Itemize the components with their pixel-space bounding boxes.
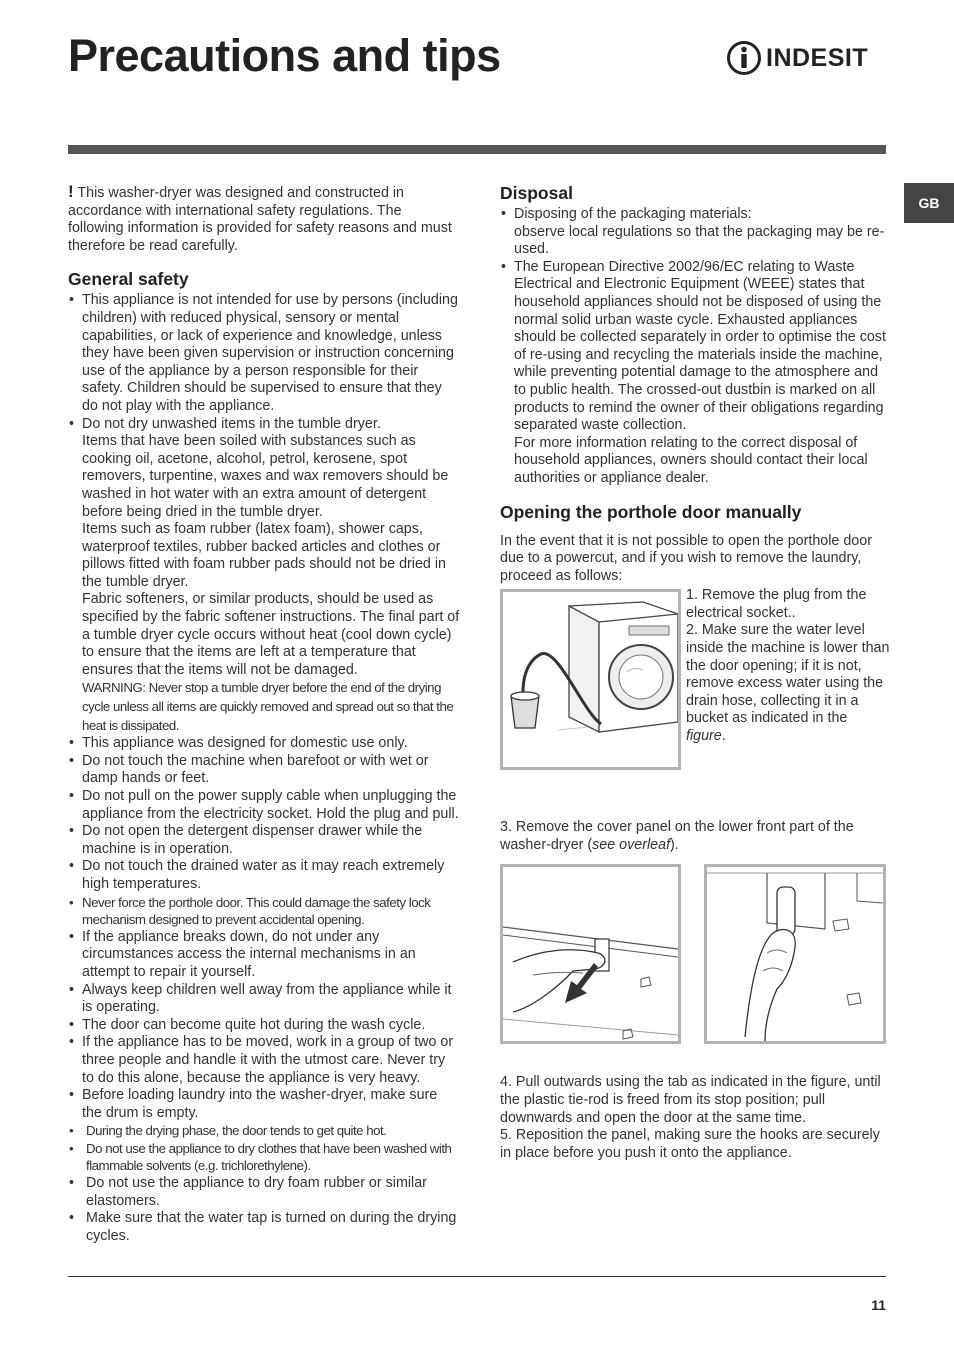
step-1-2-block xyxy=(500,587,892,771)
drain-hose-figure xyxy=(500,589,681,770)
list-item: • Disposing of the packaging materials: observe local regulations so that the packaging may be re-used. xyxy=(500,206,892,259)
warning-mark: ! xyxy=(68,182,74,201)
list-item: • Do not use the appliance to dry clothes that have been washed with flammable solvents (e.g. trichlorethylene). xyxy=(68,1140,460,1175)
list-item: • Make sure that the water tap is turned on during the drying cycles. xyxy=(68,1210,460,1245)
step-4: 4. Pull outwards using the tab as indicated in the figure, until the plastic tie-rod is freed from its stop position; pull downwards and open the door at the same time. xyxy=(500,1074,881,1126)
list-item: • Do not touch the drained water as it may reach extremely high temperatures. xyxy=(68,858,460,893)
header-rule xyxy=(68,145,886,154)
panel-pull-illustration xyxy=(503,867,678,1041)
step-3: 3. Remove the cover panel on the lower front part of the washer-dryer (see overleaf). xyxy=(500,819,854,853)
general-safety-heading: General safety xyxy=(68,269,189,290)
list-item: • Never force the porthole door. This could damage the safety lock mechanism designed to prevent accidental opening. xyxy=(68,894,460,929)
general-safety-list xyxy=(68,292,460,1245)
intro-text: This washer-dryer was designed and constructed in accordance with international safety regulations. The following information is provided for safety reasons and must therefore be read carefully. xyxy=(68,185,452,254)
intro-paragraph xyxy=(68,183,460,255)
porthole-intro: In the event that it is not possible to open the porthole door due to a powercut, and if you wish to remove the laundry, proceed as follows: xyxy=(500,532,872,584)
indesit-logo xyxy=(726,40,868,76)
list-item: • Do not touch the machine when barefoot or with wet or damp hands or feet. xyxy=(68,753,460,788)
list-item: • Do not use the appliance to dry foam rubber or similar elastomers. xyxy=(68,1175,460,1210)
list-item: • If the appliance breaks down, do not under any circumstances access the internal mechanisms in an attempt to repair it yourself. xyxy=(68,929,460,982)
list-item-paragraph: observe local regulations so that the packaging may be re-used. xyxy=(514,223,885,258)
left-column xyxy=(68,183,460,1245)
page-title: Precautions and tips xyxy=(68,30,501,81)
list-item: • The door can become quite hot during the wash cycle. xyxy=(68,1017,460,1035)
list-item: • Before loading laundry into the washer-dryer, make sure the drum is empty. xyxy=(68,1087,460,1122)
list-item: • Always keep children well away from the appliance while it is operating. xyxy=(68,982,460,1017)
page-number: 11 xyxy=(871,1297,886,1313)
disposal-heading: Disposal xyxy=(500,183,573,203)
panel-removal-figure xyxy=(500,864,681,1044)
list-item: • During the drying phase, the door tends to get quite hot. xyxy=(68,1122,460,1140)
brand-name: INDESIT xyxy=(766,43,869,72)
tab-pull-figure xyxy=(704,864,886,1044)
dryer-warning: WARNING: Never stop a tumble dryer before the end of the drying cycle unless all items are quickly removed and spread out so that the heat is dissipated. xyxy=(82,680,454,733)
list-item-paragraph: Fabric softeners, or similar products, should be used as specified by the fabric softener instructions. The final part of a tumble dryer cycle occurs without heat (cool down cycle) to ensure that the items are left at a temperature that ensures that the items will not be damaged. xyxy=(82,591,460,678)
list-item: • Do not open the detergent dispenser drawer while the machine is in operation. xyxy=(68,823,460,858)
disposal-list xyxy=(500,206,892,488)
list-item: • Do not pull on the power supply cable when unplugging the appliance from the electricity socket. Hold the plug and pull. xyxy=(68,788,460,823)
right-column xyxy=(500,183,892,1162)
panel-figures xyxy=(500,864,892,1044)
list-item: • This appliance is not intended for use by persons (including children) with reduced physical, sensory or mental capabilities, or lack of experience and knowledge, unless they have been given supervision or instruction concerning use of the appliance by a person responsible for their safety. Children should be supervised to ensure that they do not play with the appliance. xyxy=(68,292,460,415)
washer-drain-illustration xyxy=(503,592,678,767)
list-item-paragraph: Items that have been soiled with substances such as cooking oil, acetone, alcohol, petrol, kerosene, spot removers, turpentine, waxes and wax removers should be washed in hot water with an extra amount of detergent before being dried in the tumble dryer. xyxy=(82,433,449,520)
steps-1-2-text xyxy=(686,587,891,745)
footer-rule xyxy=(68,1276,886,1277)
list-item-paragraph: Items such as foam rubber (latex foam), shower caps, waterproof textiles, rubber backed articles and clothes or pillows fitted with foam rubber pads should not be dried in the tumble dryer. xyxy=(82,521,446,590)
list-item: • Do not dry unwashed items in the tumble dryer. Items that have been soiled with substances such as cooking oil, acetone, alcohol, petrol, kerosene, spot removers, turpentine, waxes and wax removers should be washed in hot water with an extra amount of detergent before being dried in the tumble dryer. Items such as foam rubber (latex foam), shower caps, waterproof textiles, rubber backed articles and clothes or pillows fitted with foam rubber pads should not be dried in the tumble dryer. Fabric softeners, or similar products, should be used as specified by the fabric softener instructions. The final part of a tumble dryer cycle occurs without heat (cool down cycle) to ensure that the items are left at a temperature that ensures that the items will not be damaged. WARNING: Never stop a tumble dryer before the end of the drying cycle unless all items are quickly removed and spread out so that the heat is dissipated. xyxy=(68,416,460,736)
list-item-paragraph: For more information relating to the correct disposal of household appliances, owners should contact their local authorities or appliance dealer. xyxy=(514,434,868,486)
step-2: 2. Make sure the water level inside the machine is lower than the door opening; if it is not, remove excess water using the drain hose, collecting it in a bucket as indicated in the figure. xyxy=(686,622,890,745)
language-tab: GB xyxy=(904,183,954,223)
list-item: • This appliance was designed for domestic use only. xyxy=(68,735,460,753)
step-1: 1. Remove the plug from the electrical socket.. xyxy=(686,587,867,621)
porthole-heading: Opening the porthole door manually xyxy=(500,501,802,522)
list-item: • If the appliance has to be moved, work in a group of two or three people and handle it with the utmost care. Never try to do this alone, because the appliance is very heavy. xyxy=(68,1034,460,1087)
step-5: 5. Reposition the panel, making sure the hooks are securely in place before you push it onto the appliance. xyxy=(500,1127,880,1161)
indesit-logo-icon xyxy=(726,40,762,76)
list-item: • The European Directive 2002/96/EC relating to Waste Electrical and Electronic Equipment (WEEE) states that household appliances should not be disposed of using the normal solid urban waste cycle. Exhausted appliances should be collected separately in order to optimise the cost of re-using and recycling the materials inside the machine, while preventing potential damage to the atmosphere and to public health. The crossed-out dustbin is marked on all products to remind the owner of their obligations regarding separated waste collection. For more information relating to the correct disposal of household appliances, owners should contact their local authorities or appliance dealer. xyxy=(500,259,892,488)
tab-grip-illustration xyxy=(707,867,883,1041)
